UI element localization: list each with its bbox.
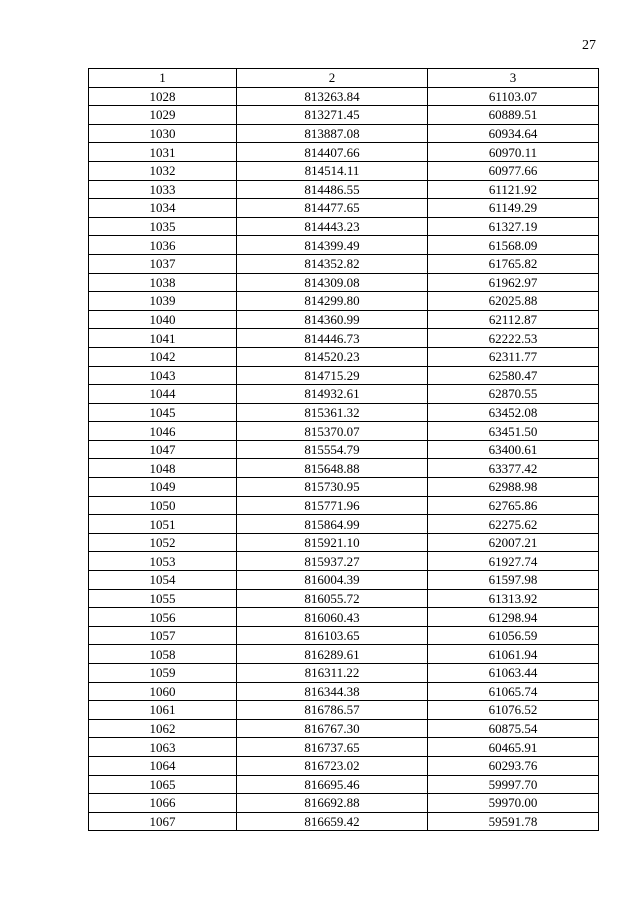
table-row: [89, 459, 599, 478]
table-row: [89, 608, 599, 627]
table-cell: 60934.64: [428, 124, 599, 143]
table-cell: 1040: [89, 310, 237, 329]
table-cell: 1045: [89, 403, 237, 422]
table-cell: 1042: [89, 347, 237, 366]
table-row: [89, 478, 599, 497]
table-cell: 815361.32: [237, 403, 428, 422]
table-row: [89, 292, 599, 311]
table-cell: 1028: [89, 87, 237, 106]
table-cell: 1035: [89, 217, 237, 236]
table-cell: 814407.66: [237, 143, 428, 162]
table-cell: 62222.53: [428, 329, 599, 348]
table-cell: 814446.73: [237, 329, 428, 348]
table-cell: 1036: [89, 236, 237, 255]
table-cell: 1059: [89, 664, 237, 683]
table-cell: 1038: [89, 273, 237, 292]
table-cell: 1067: [89, 812, 237, 831]
table-cell: 61063.44: [428, 664, 599, 683]
table-cell: 62765.86: [428, 496, 599, 515]
table-row: [89, 422, 599, 441]
table-cell: 815937.27: [237, 552, 428, 571]
table-cell: 814352.82: [237, 254, 428, 273]
table-cell: 1039: [89, 292, 237, 311]
table-cell: 60977.66: [428, 161, 599, 180]
table-cell: 814299.80: [237, 292, 428, 311]
table-cell: 60293.76: [428, 756, 599, 775]
table-cell: 62007.21: [428, 533, 599, 552]
table-cell: 62112.87: [428, 310, 599, 329]
column-header-2: 2: [237, 69, 428, 88]
table-cell: 1037: [89, 254, 237, 273]
table-cell: 61962.97: [428, 273, 599, 292]
table-cell: 1051: [89, 515, 237, 534]
table-cell: 816695.46: [237, 775, 428, 794]
table-row: [89, 552, 599, 571]
table-cell: 814715.29: [237, 366, 428, 385]
table-row: [89, 385, 599, 404]
table-cell: 1056: [89, 608, 237, 627]
table-cell: 1049: [89, 478, 237, 497]
table-cell: 59997.70: [428, 775, 599, 794]
table-cell: 61061.94: [428, 645, 599, 664]
table-cell: 1030: [89, 124, 237, 143]
table-cell: 1034: [89, 199, 237, 218]
table-row: [89, 496, 599, 515]
table-cell: 1055: [89, 589, 237, 608]
table-cell: 62311.77: [428, 347, 599, 366]
table-row: [89, 533, 599, 552]
table-cell: 816055.72: [237, 589, 428, 608]
table-cell: 813263.84: [237, 87, 428, 106]
table-cell: 815921.10: [237, 533, 428, 552]
column-header-1: 1: [89, 69, 237, 88]
table-cell: 816723.02: [237, 756, 428, 775]
table-row: [89, 571, 599, 590]
table-cell: 59591.78: [428, 812, 599, 831]
table-cell: 815864.99: [237, 515, 428, 534]
table-cell: 61056.59: [428, 626, 599, 645]
table-row: [89, 682, 599, 701]
table-cell: 1044: [89, 385, 237, 404]
table-cell: 816344.38: [237, 682, 428, 701]
table-cell: 1047: [89, 440, 237, 459]
table-cell: 814443.23: [237, 217, 428, 236]
table-row: [89, 124, 599, 143]
table-cell: 816692.88: [237, 794, 428, 813]
table-cell: 1053: [89, 552, 237, 571]
table-cell: 1048: [89, 459, 237, 478]
table-row: [89, 775, 599, 794]
table-cell: 816786.57: [237, 701, 428, 720]
table-row: [89, 440, 599, 459]
table-row: [89, 273, 599, 292]
table-cell: 1046: [89, 422, 237, 441]
table-cell: 63400.61: [428, 440, 599, 459]
table-row: [89, 180, 599, 199]
table-cell: 61121.92: [428, 180, 599, 199]
table-row: [89, 645, 599, 664]
table-cell: 1058: [89, 645, 237, 664]
table-cell: 61103.07: [428, 87, 599, 106]
table-cell: 60875.54: [428, 719, 599, 738]
table-cell: 1066: [89, 794, 237, 813]
table-row: [89, 199, 599, 218]
table-header-row: [89, 69, 599, 88]
table-cell: 815730.95: [237, 478, 428, 497]
table-cell: 814486.55: [237, 180, 428, 199]
table-row: [89, 701, 599, 720]
table-cell: 1041: [89, 329, 237, 348]
table-cell: 1060: [89, 682, 237, 701]
table-cell: 61597.98: [428, 571, 599, 590]
table-cell: 1065: [89, 775, 237, 794]
table-cell: 62580.47: [428, 366, 599, 385]
table-cell: 816311.22: [237, 664, 428, 683]
table-cell: 814477.65: [237, 199, 428, 218]
table-row: [89, 236, 599, 255]
table-cell: 814309.08: [237, 273, 428, 292]
table-cell: 1064: [89, 756, 237, 775]
table-row: [89, 143, 599, 162]
table-cell: 1052: [89, 533, 237, 552]
table-cell: 814514.11: [237, 161, 428, 180]
table-cell: 60970.11: [428, 143, 599, 162]
table-cell: 1062: [89, 719, 237, 738]
table-cell: 1033: [89, 180, 237, 199]
table-cell: 61149.29: [428, 199, 599, 218]
table-cell: 814399.49: [237, 236, 428, 255]
table-cell: 61927.74: [428, 552, 599, 571]
table-cell: 816289.61: [237, 645, 428, 664]
table-row: [89, 403, 599, 422]
table-cell: 1031: [89, 143, 237, 162]
table-cell: 816103.65: [237, 626, 428, 645]
table-cell: 815771.96: [237, 496, 428, 515]
table-cell: 61327.19: [428, 217, 599, 236]
table-cell: 62870.55: [428, 385, 599, 404]
table-cell: 1032: [89, 161, 237, 180]
table-cell: 814932.61: [237, 385, 428, 404]
table-row: [89, 217, 599, 236]
table-row: [89, 366, 599, 385]
table-cell: 1057: [89, 626, 237, 645]
table-row: [89, 161, 599, 180]
column-header-3: 3: [428, 69, 599, 88]
table-cell: 813887.08: [237, 124, 428, 143]
table-cell: 815370.07: [237, 422, 428, 441]
table-row: [89, 515, 599, 534]
table-row: [89, 347, 599, 366]
table-row: [89, 106, 599, 125]
table-cell: 62988.98: [428, 478, 599, 497]
table-cell: 61568.09: [428, 236, 599, 255]
table-cell: 61065.74: [428, 682, 599, 701]
table-cell: 814360.99: [237, 310, 428, 329]
table-cell: 815554.79: [237, 440, 428, 459]
table-cell: 1054: [89, 571, 237, 590]
table-row: [89, 738, 599, 757]
table-cell: 1029: [89, 106, 237, 125]
table-cell: 1043: [89, 366, 237, 385]
table-cell: 63452.08: [428, 403, 599, 422]
table-row: [89, 87, 599, 106]
table-cell: 60465.91: [428, 738, 599, 757]
table-row: [89, 254, 599, 273]
table-cell: 1050: [89, 496, 237, 515]
page-number: 27: [582, 38, 596, 53]
table-cell: 62275.62: [428, 515, 599, 534]
table-row: [89, 626, 599, 645]
table-row: [89, 794, 599, 813]
table-body: [89, 87, 599, 831]
table-cell: 63451.50: [428, 422, 599, 441]
table-cell: 816767.30: [237, 719, 428, 738]
table-row: [89, 664, 599, 683]
table-cell: 816737.65: [237, 738, 428, 757]
table-cell: 816659.42: [237, 812, 428, 831]
coordinates-table: [88, 68, 599, 831]
table-cell: 59970.00: [428, 794, 599, 813]
table-cell: 1063: [89, 738, 237, 757]
table-row: [89, 719, 599, 738]
table-row: [89, 310, 599, 329]
table-cell: 63377.42: [428, 459, 599, 478]
table-cell: 61765.82: [428, 254, 599, 273]
table-cell: 61298.94: [428, 608, 599, 627]
table-row: [89, 756, 599, 775]
table-cell: 816004.39: [237, 571, 428, 590]
table-cell: 1061: [89, 701, 237, 720]
table-cell: 816060.43: [237, 608, 428, 627]
table-cell: 815648.88: [237, 459, 428, 478]
table-cell: 62025.88: [428, 292, 599, 311]
table-cell: 814520.23: [237, 347, 428, 366]
table-cell: 61313.92: [428, 589, 599, 608]
table-row: [89, 812, 599, 831]
table-cell: 61076.52: [428, 701, 599, 720]
table-cell: 60889.51: [428, 106, 599, 125]
table-row: [89, 589, 599, 608]
table-row: [89, 329, 599, 348]
table-cell: 813271.45: [237, 106, 428, 125]
